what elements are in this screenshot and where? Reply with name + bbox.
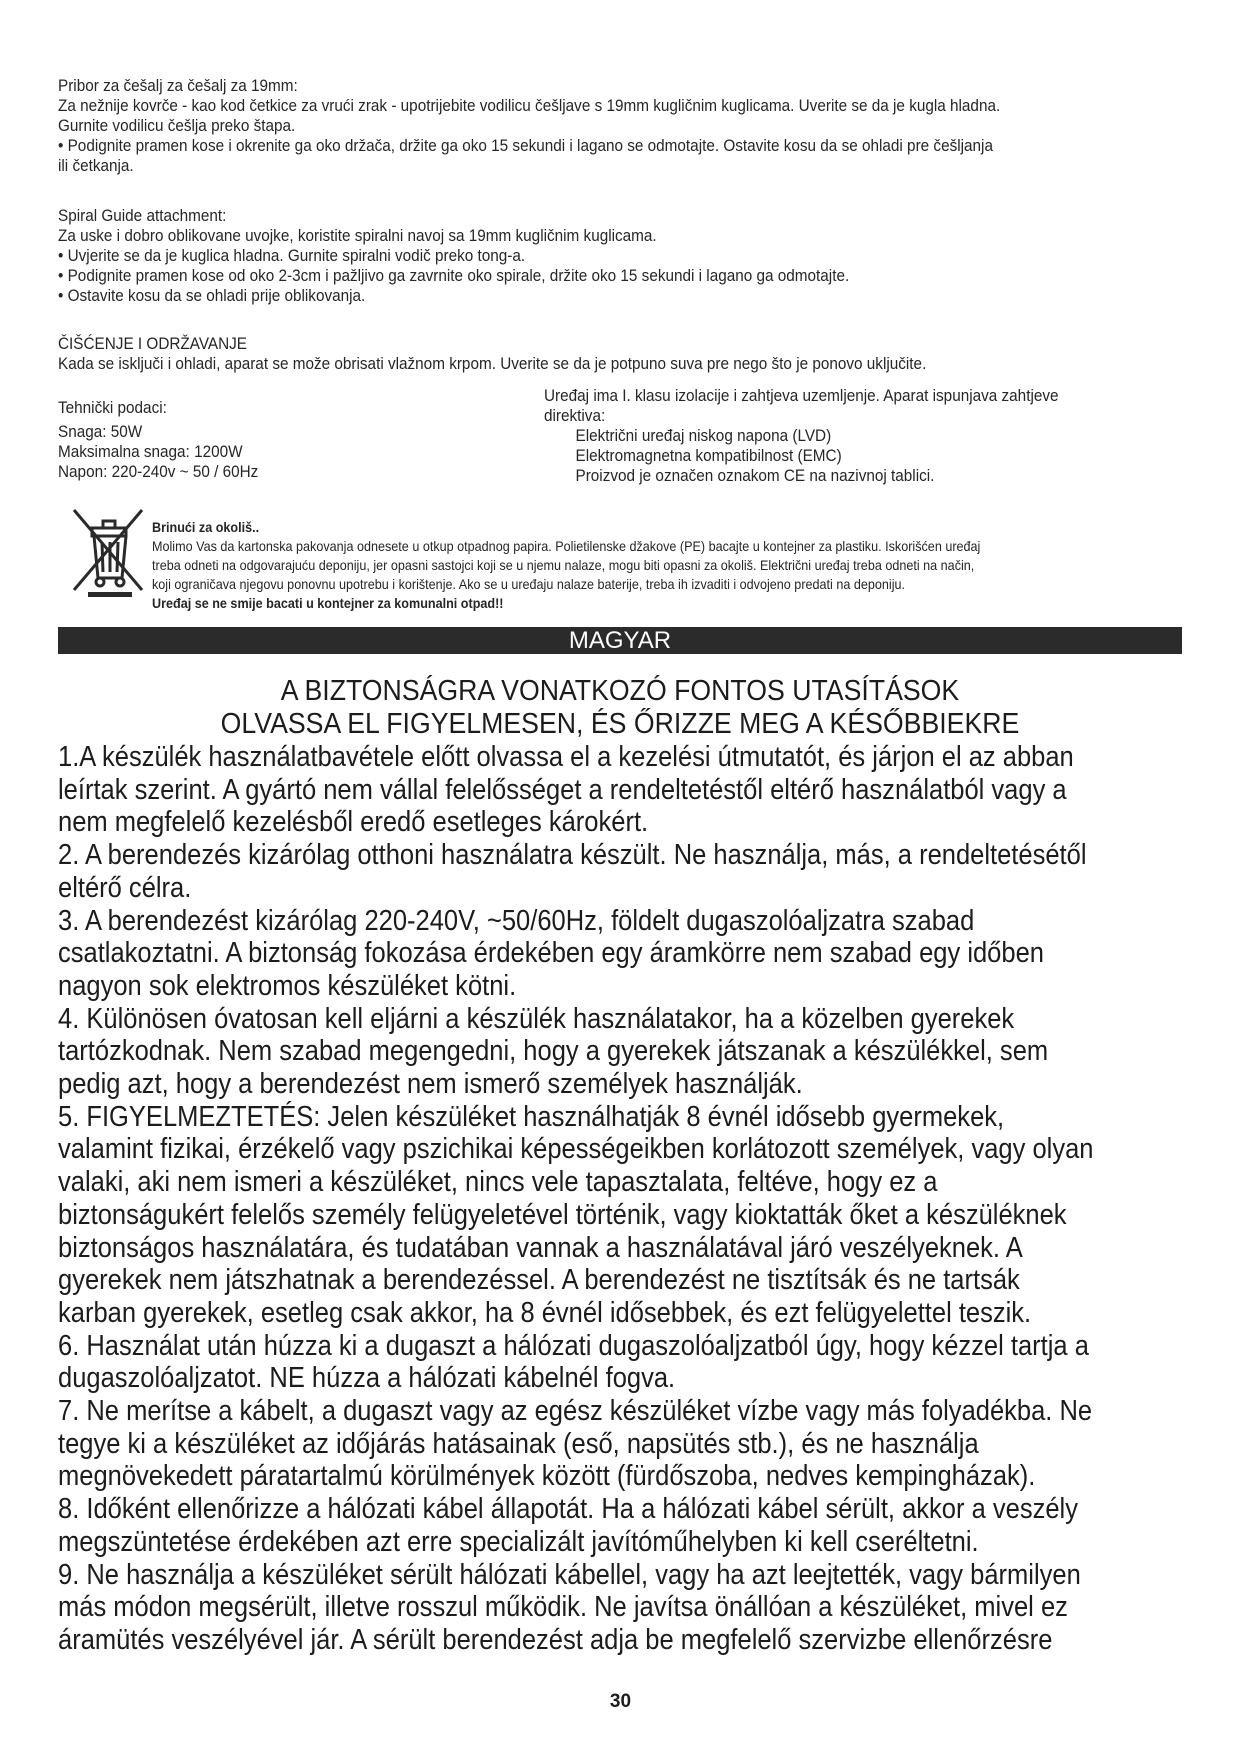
environment-warning: Uređaj se ne smije bacati u kontejner za komunalni otpad!! <box>152 595 504 611</box>
instruction-item: 1.A készülék használatbavétele előtt olvassa el a kezelési útmutatót, és járjon el az abban leírtak szerint. A gyártó nem vállal felelősséget a rendeltetéstől eltérő használatból vagy a nem megfelelő kezelésből eredő esetleges károkért. <box>58 741 1074 839</box>
environment-line: koji ograničava njegovu ponovnu upotrebu i korištenje. Ako se u uređaju nalaze baterije, treba ih izvaditi i odvojeno predati na deponiju. <box>152 576 906 592</box>
environment-title: Brinući za okoliš.. <box>152 519 260 535</box>
instruction-item: 6. Használat után húzza ki a dugaszt a hálózati dugaszolóaljzatból úgy, hogy kézzel tartja a dugaszolóaljzatot. NE húzza a hálózati kábelnél fogva. <box>58 1329 1089 1395</box>
tech-title: Tehnički podaci: <box>58 398 167 417</box>
heading-secondary: OLVASSA EL FIGYELMESEN, ÉS ŐRIZZE MEG A KÉSŐBBIEKRE <box>220 708 1020 740</box>
class-line: Uređaj ima I. klasu izolacije i zahtjeva uzemljenje. Aparat ispunjava zahtjeve <box>544 386 1059 405</box>
spiral-title: Spiral Guide attachment: <box>58 206 227 225</box>
tech-voltage: Napon: 220-240v ~ 50 / 60Hz <box>58 462 259 481</box>
instruction-item: 7. Ne merítse a kábelt, a dugaszt vagy az egész készüléket vízbe vagy más folyadékba. Ne tegye ki a készüléket az időjárás hatásainak (eső, napsütés stb.), és ne használja megnövekedett páratartalmú körülmények között (fürdőszoba, nedves kempingházak). <box>58 1395 1093 1493</box>
technical-data-section <box>58 398 436 482</box>
comb-title: Pribor za češalj za češalj za 19mm: <box>58 76 298 95</box>
tech-power: Snaga: 50W <box>58 422 143 441</box>
cleaning-section <box>58 334 1075 374</box>
comb-line: Gurnite vodilicu češlja preko štapa. <box>58 116 296 135</box>
spiral-line: • Podignite pramen kose od oko 2-3cm i pažljivo ga zavrnite oko spirale, držite oko 15 sekundi i lagano ga odmotajte. <box>58 266 850 285</box>
environment-section <box>152 518 1142 613</box>
comb-line: ili četkanja. <box>58 156 134 175</box>
comb-attachment-section <box>58 76 1075 176</box>
instruction-item: 2. A berendezés kizárólag otthoni használatra készült. Ne használja, más, a rendeltetésétől eltérő célra. <box>58 839 1087 904</box>
safety-headings <box>58 675 1182 741</box>
instruction-item: 4. Különösen óvatosan kell eljárni a készülék használatakor, ha a közelben gyerekek tartózkodnak. Nem szabad megengedni, hogy a gyerekek játszanak a készülékkel, sem pedig azt, hogy a berendezést nem ismerő személyek használják. <box>58 1002 1049 1101</box>
spiral-guide-section <box>58 206 1075 306</box>
environment-line: Molimo Vas da kartonska pakovanja odnesete u otkup otpadnog papira. Polietilenske džakove (PE) bacajte u kontejner za plastiku. Iskorišćen uređaj <box>152 538 981 554</box>
instruction-item: 8. Időként ellenőrizze a hálózati kábel állapotát. Ha a hálózati kábel sérült, akkor a veszély megszüntetése érdekében azt erre specializált javítóműhelyben ki kell cseréltetni. <box>58 1493 1078 1558</box>
instruction-item: 5. FIGYELMEZTETÉS: Jelen készüléket használhatják 8 évnél idősebb gyermekek, valamint fizikai, érzékelő vagy pszichikai képességeikben korlátozott személyek, vagy olyan valaki, aki nem ismeri a készüléket, nincs vele tapasztalata, feltéve, hogy ez a biztonságukért felelős személy felügyeletével történik, vagy kioktatták őket a készüléknek biztonságos használatára, és tudatában vannak a használatával járó veszélyeknek. A gyerekek nem játszhatnak a berendezéssel. A berendezést ne tisztítsák és ne tartsák karban gyerekek, esetleg csak akkor, ha 8 évnél idősebbek, és ezt felügyelettel teszik. <box>58 1100 1094 1329</box>
comb-line: • Podignite pramen kose i okrenite ga oko držača, držite ga oko 15 sekundi i lagano se odmotajte. Ostavite kosu da se ohladi pre češljanja <box>58 136 993 155</box>
cleaning-title: ČIŠĆENJE I ODRŽAVANJE <box>58 334 248 353</box>
class-emc: Elektromagnetna kompatibilnost (EMC) <box>575 446 842 465</box>
language-bar: MAGYAR <box>58 627 1182 654</box>
crossed-bin-icon <box>70 506 146 598</box>
heading-primary: A BIZTONSÁGRA VONATKOZÓ FONTOS UTASÍTÁSOK <box>280 675 960 707</box>
safety-instructions-list <box>58 741 1188 1657</box>
page-number: 30 <box>609 1691 632 1712</box>
class-ce: Proizvod je označen oznakom CE na nazivnoj tablici. <box>575 466 935 485</box>
instruction-item: 3. A berendezést kizárólag 220-240V, ~50/60Hz, földelt dugaszolóaljzatra szabad csatlakoztatni. A biztonság fokozása érdekében egy áramkörre nem szabad egy időben nagyon sok elektromos készüléket kötni. <box>58 904 1044 1002</box>
cleaning-line: Kada se isključi i ohladi, aparat se može obrisati vlažnom krpom. Uverite se da je potpuno suva pre nego što je ponovo uključite. <box>58 354 927 373</box>
spiral-line: Za uske i dobro oblikovane uvojke, koristite spiralni navoj sa 19mm kugličnim kuglicama. <box>58 226 657 245</box>
comb-line: Za nežnije kovrče - kao kod četkice za vrući zrak - upotrijebite vodilicu češljave s 19mm kugličnim kuglicama. Uverite se da je kugla hladna. <box>58 96 1001 115</box>
tech-max-power: Maksimalna snaga: 1200W <box>58 442 243 461</box>
class-lvd: Električni uređaj niskog napona (LVD) <box>575 426 832 445</box>
class-line: direktiva: <box>544 406 606 425</box>
environment-line: treba odneti na odgovarajuću deponiju, jer opasni sastojci koji se u njemu nalaze, mogu biti opasni za okoliš. Električni uređaj treba odneti na način, <box>152 557 975 573</box>
spiral-line: • Uvjerite se da je kuglica hladna. Gurnite spiralni vodič preko tong-a. <box>58 246 526 265</box>
instruction-item: 9. Ne használja a készüléket sérült hálózati kábellel, vagy ha azt leejtették, vagy bármilyen más módon megsérült, illetve rosszul működik. Ne javítsa önállóan a készüléket, mivel ez áramütés veszélyével jár. A sérült berendezést adja be megfelelő szervizbe ellenőrzésre <box>58 1558 1081 1656</box>
spiral-line: • Ostavite kosu da se ohladi prije oblikovanja. <box>58 286 366 305</box>
classification-section <box>544 386 1120 486</box>
